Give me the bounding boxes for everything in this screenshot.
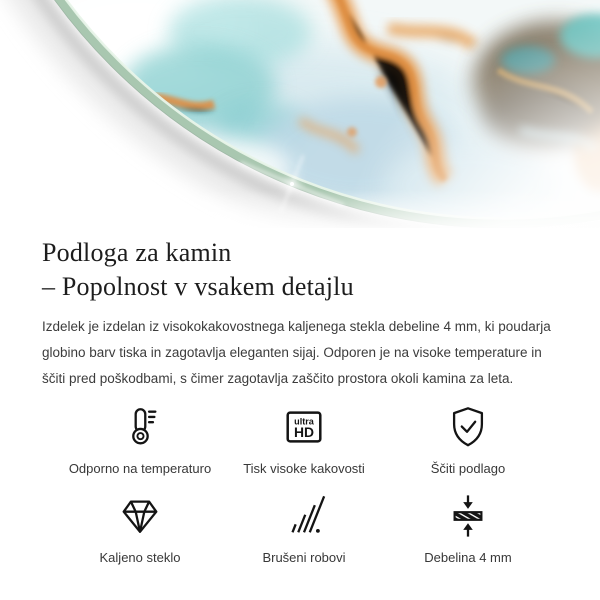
feature-label: Kaljeno steklo bbox=[99, 550, 181, 565]
product-description: Izdelek je izdelan iz visokokakovostnega kaljenega stekla debeline 4 mm, ki poudarja globino barv tiska in zagotavlja eleganten sijaj. Odporen je na visoke temperature in ščiti pred poškodbami, s čimer zagotavlja zaščito prostora okoli kamina za leta. bbox=[42, 319, 551, 386]
title-line-2: – Popolnost v vsakem detajlu bbox=[42, 272, 354, 301]
ultra-text: ultra bbox=[294, 416, 314, 427]
title-line-1: Podloga za kamin bbox=[42, 238, 232, 267]
hd-text: HD bbox=[293, 424, 315, 441]
feature-label: Tisk visoke kakovosti bbox=[243, 461, 365, 476]
glass-panel-visual bbox=[0, 0, 600, 228]
feature-label: Odporno na temperaturo bbox=[68, 461, 212, 476]
product-image bbox=[0, 0, 600, 228]
feature-tempered-glass bbox=[58, 493, 222, 566]
feature-label: Ščiti podlago bbox=[430, 461, 506, 476]
feature-thickness bbox=[386, 493, 550, 566]
feature-grid bbox=[42, 404, 566, 566]
page-title bbox=[42, 236, 566, 304]
diamond-icon bbox=[117, 493, 163, 539]
feature-label: Debelina 4 mm bbox=[424, 550, 512, 565]
feature-print-quality bbox=[222, 404, 386, 477]
feature-label: Brušeni robovi bbox=[262, 550, 346, 565]
feature-protects-floor bbox=[386, 404, 550, 477]
beveled-edges-icon bbox=[281, 493, 327, 539]
shield-check-icon bbox=[445, 404, 491, 450]
ultra-hd-icon bbox=[281, 404, 327, 450]
bottom-fade bbox=[0, 0, 600, 228]
product-info bbox=[0, 236, 600, 566]
thermometer-icon bbox=[117, 404, 163, 450]
thickness-icon bbox=[445, 493, 491, 539]
feature-beveled-edges bbox=[222, 493, 386, 566]
feature-temperature bbox=[58, 404, 222, 477]
